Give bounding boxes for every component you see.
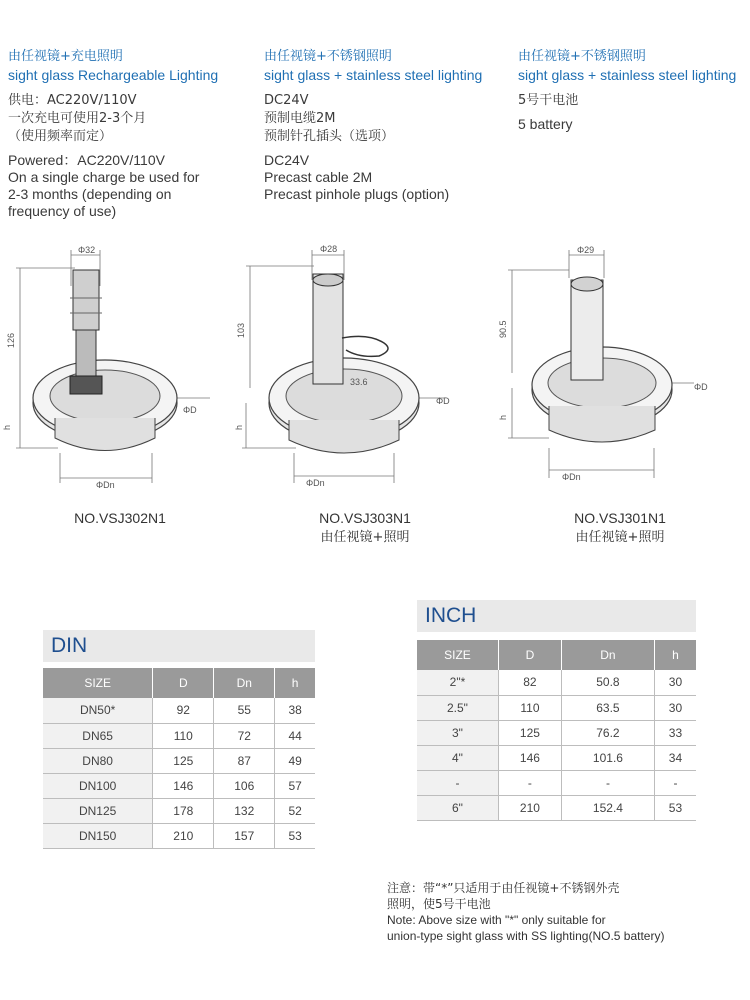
height-label: 90.5 bbox=[498, 320, 508, 338]
column-header: D bbox=[498, 640, 561, 670]
column-header: h bbox=[275, 668, 315, 698]
value-cell: 106 bbox=[214, 773, 275, 798]
value-cell: 49 bbox=[275, 748, 315, 773]
inch-table-body bbox=[417, 670, 696, 820]
table-row bbox=[417, 770, 696, 795]
product-cn-title: 由任视镜+不锈钢照明 bbox=[518, 49, 646, 64]
h-label: h bbox=[2, 424, 12, 430]
sight-glass-battery-lighting-diagram bbox=[494, 238, 734, 500]
value-cell: 50.8 bbox=[561, 670, 654, 695]
column-header: SIZE bbox=[417, 640, 498, 670]
inch-table-title: INCH bbox=[417, 600, 696, 632]
value-cell: 33 bbox=[654, 720, 696, 745]
table-row bbox=[417, 695, 696, 720]
height-label: 103 bbox=[236, 322, 246, 338]
diameter-label: Φ32 bbox=[78, 245, 96, 255]
value-cell: 110 bbox=[498, 695, 561, 720]
value-cell: 210 bbox=[153, 823, 214, 848]
product-drawing-vsj303n1 bbox=[234, 238, 474, 500]
value-cell: 157 bbox=[214, 823, 275, 848]
value-cell: 132 bbox=[214, 798, 275, 823]
model-subtitle: 由任视镜+照明 bbox=[575, 530, 665, 545]
value-cell: - bbox=[498, 770, 561, 795]
table-row bbox=[43, 823, 315, 848]
column-header: Dn bbox=[561, 640, 654, 670]
product-en-spec: Powered：AC220V/110V On a single charge be used for 2-3 months (depending on frequency of use) bbox=[8, 152, 200, 219]
value-cell: 30 bbox=[654, 670, 696, 695]
model-number: NO.VSJ303N1 bbox=[319, 510, 411, 526]
product-drawing-vsj302n1 bbox=[0, 238, 240, 500]
value-cell: 38 bbox=[275, 698, 315, 723]
d-label: ΦD bbox=[183, 405, 197, 415]
column-header: h bbox=[654, 640, 696, 670]
size-cell: DN125 bbox=[43, 798, 153, 823]
table-row bbox=[43, 773, 315, 798]
value-cell: 63.5 bbox=[561, 695, 654, 720]
size-cell: 4" bbox=[417, 745, 498, 770]
inch-size-table bbox=[417, 640, 696, 821]
value-cell: 125 bbox=[498, 720, 561, 745]
size-cell: 6" bbox=[417, 795, 498, 820]
size-cell: DN80 bbox=[43, 748, 153, 773]
value-cell: 146 bbox=[498, 745, 561, 770]
size-cell: 2"* bbox=[417, 670, 498, 695]
product-en-spec: DC24V Precast cable 2M Precast pinhole plugs (option) bbox=[264, 152, 450, 202]
footnote-cn: 注意：带“*”只适用于由任视镜+不锈钢外壳 照明，使5号干电池 bbox=[387, 881, 620, 911]
table-row bbox=[417, 720, 696, 745]
product-cn-title: 由任视镜+充电照明 bbox=[8, 49, 123, 64]
value-cell: 210 bbox=[498, 795, 561, 820]
value-cell: 178 bbox=[153, 798, 214, 823]
size-cell: DN150 bbox=[43, 823, 153, 848]
value-cell: 57 bbox=[275, 773, 315, 798]
model-label-3 bbox=[500, 508, 740, 548]
model-label-2 bbox=[245, 508, 485, 548]
product-column-1 bbox=[8, 48, 248, 220]
column-header: Dn bbox=[214, 668, 275, 698]
height-label: 126 bbox=[6, 332, 16, 348]
value-cell: 44 bbox=[275, 723, 315, 748]
value-cell: 34 bbox=[654, 745, 696, 770]
size-cell: - bbox=[417, 770, 498, 795]
product-column-3 bbox=[518, 48, 750, 133]
table-row bbox=[43, 698, 315, 723]
value-cell: 55 bbox=[214, 698, 275, 723]
table-row bbox=[417, 795, 696, 820]
product-en-title: sight glass Rechargeable Lighting bbox=[8, 67, 219, 83]
side-dimension-label: 33.6 bbox=[350, 377, 368, 387]
value-cell: 87 bbox=[214, 748, 275, 773]
value-cell: 92 bbox=[153, 698, 214, 723]
size-cell: DN50* bbox=[43, 698, 153, 723]
value-cell: 76.2 bbox=[561, 720, 654, 745]
din-table-body bbox=[43, 698, 315, 848]
h-label: h bbox=[234, 424, 244, 430]
table-row bbox=[417, 745, 696, 770]
table-header-row bbox=[43, 668, 315, 698]
d-label: ΦD bbox=[694, 382, 708, 392]
product-cn-spec: 供电：AC220V/110V 一次充电可使用2-3个月 （使用频率而定） bbox=[8, 93, 147, 144]
value-cell: 125 bbox=[153, 748, 214, 773]
diameter-label: Φ28 bbox=[320, 244, 338, 254]
din-table-title: DIN bbox=[43, 630, 315, 662]
product-cn-spec: 5号干电池 bbox=[518, 93, 579, 108]
d-label: ΦD bbox=[436, 396, 450, 406]
footnote-en: Note: Above size with "*" only suitable for union-type sight glass with SS lighting(NO.5 battery) bbox=[387, 913, 665, 943]
column-header: SIZE bbox=[43, 668, 153, 698]
value-cell: - bbox=[654, 770, 696, 795]
diameter-label: Φ29 bbox=[577, 245, 595, 255]
column-header: D bbox=[153, 668, 214, 698]
value-cell: 101.6 bbox=[561, 745, 654, 770]
table-row bbox=[43, 798, 315, 823]
model-subtitle: 由任视镜+照明 bbox=[320, 530, 410, 545]
model-number: NO.VSJ301N1 bbox=[574, 510, 666, 526]
size-cell: 2.5" bbox=[417, 695, 498, 720]
size-cell: DN65 bbox=[43, 723, 153, 748]
sight-glass-rechargeable-diagram bbox=[0, 238, 240, 500]
table-row bbox=[417, 670, 696, 695]
din-size-table bbox=[43, 668, 315, 849]
product-drawing-vsj301n1 bbox=[494, 238, 734, 500]
value-cell: 30 bbox=[654, 695, 696, 720]
table-row bbox=[43, 723, 315, 748]
size-cell: 3" bbox=[417, 720, 498, 745]
product-en-title: sight glass + stainless steel lighting bbox=[518, 67, 737, 83]
sight-glass-ss-lighting-diagram bbox=[234, 238, 474, 500]
value-cell: 53 bbox=[654, 795, 696, 820]
h-label: h bbox=[498, 414, 508, 420]
model-number: NO.VSJ302N1 bbox=[74, 510, 166, 526]
value-cell: 53 bbox=[275, 823, 315, 848]
value-cell: 82 bbox=[498, 670, 561, 695]
table-header-row bbox=[417, 640, 696, 670]
size-cell: DN100 bbox=[43, 773, 153, 798]
value-cell: 52 bbox=[275, 798, 315, 823]
product-en-spec: 5 battery bbox=[518, 116, 573, 132]
dn-label: ΦDn bbox=[96, 480, 115, 490]
product-cn-title: 由任视镜+不锈钢照明 bbox=[264, 49, 392, 64]
product-column-2 bbox=[264, 48, 504, 203]
dn-label: ΦDn bbox=[562, 472, 581, 482]
value-cell: 72 bbox=[214, 723, 275, 748]
value-cell: - bbox=[561, 770, 654, 795]
model-label-1 bbox=[0, 508, 240, 528]
product-cn-spec: DC24V 预制电缆2M 预制针孔插头（选项） bbox=[264, 93, 395, 144]
product-en-title: sight glass + stainless steel lighting bbox=[264, 67, 483, 83]
table-row bbox=[43, 748, 315, 773]
value-cell: 110 bbox=[153, 723, 214, 748]
footnote bbox=[387, 880, 747, 944]
value-cell: 146 bbox=[153, 773, 214, 798]
value-cell: 152.4 bbox=[561, 795, 654, 820]
dn-label: ΦDn bbox=[306, 478, 325, 488]
